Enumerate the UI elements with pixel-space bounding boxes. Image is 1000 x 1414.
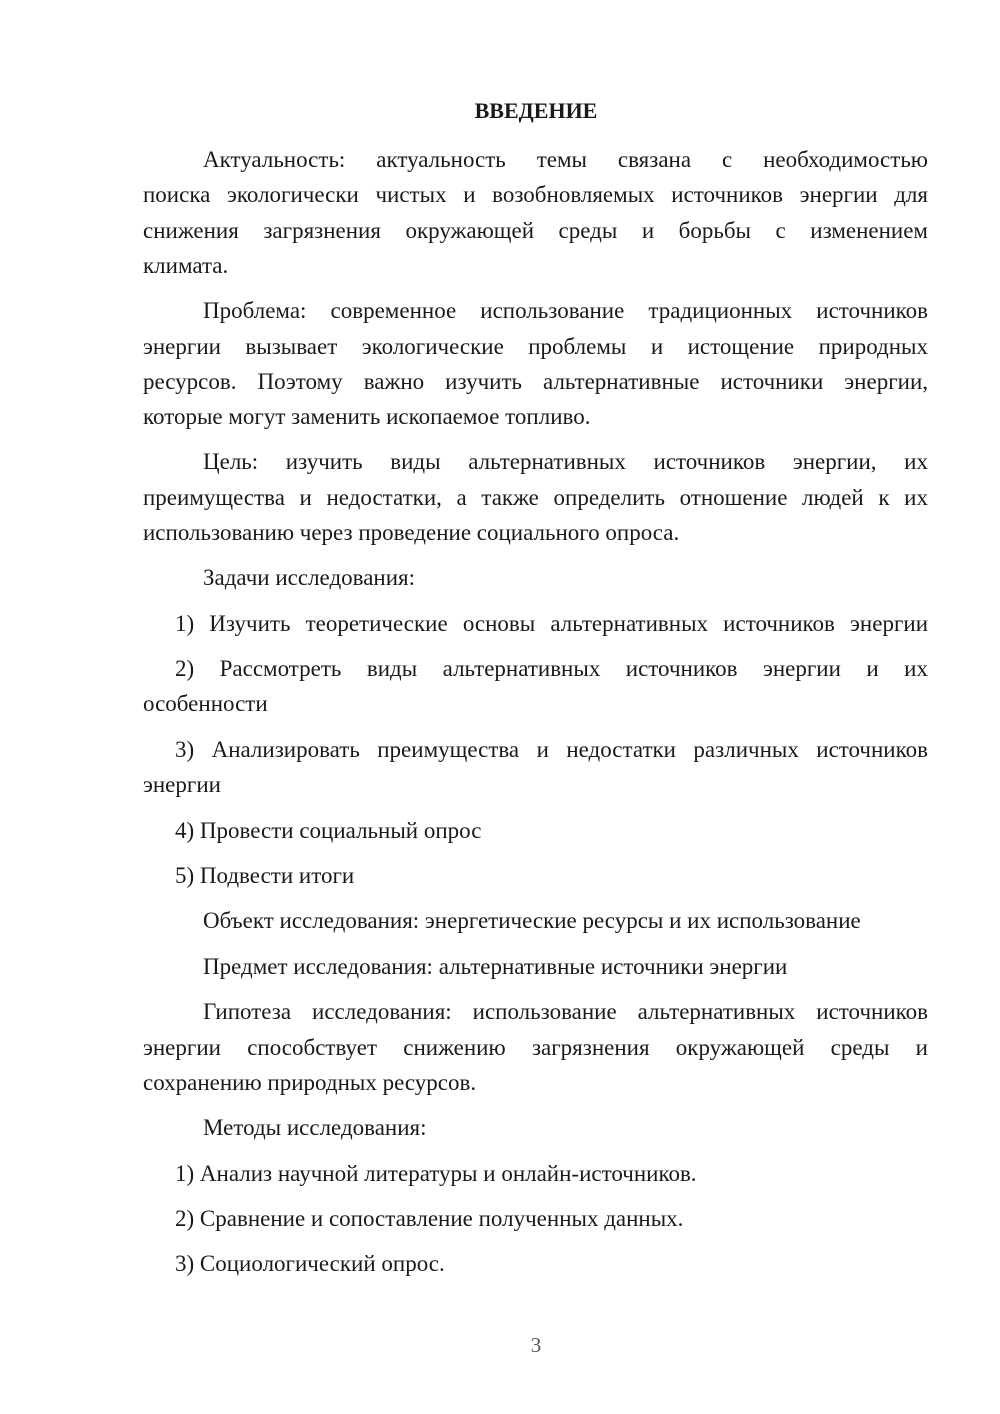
- paragraph-line: поиска экологически чистых и возобновляемых источников энергии для: [143, 182, 928, 207]
- paragraph-line: энергии вызывает экологические проблемы и истощение природных: [143, 334, 928, 359]
- list-item: 4) Провести социальный опрос: [175, 818, 482, 843]
- paragraph-line: ресурсов. Поэтому важно изучить альтернативные источники энергии,: [143, 369, 928, 394]
- page-number: 3: [530, 1333, 542, 1357]
- paragraph-line: снижения загрязнения окружающей среды и борьбы с изменением: [143, 218, 928, 243]
- tasks-heading: Задачи исследования:: [203, 565, 416, 590]
- paragraph-line: Проблема: современное использование традиционных источников: [203, 298, 928, 323]
- paragraph-line: Актуальность: актуальность темы связана с необходимостью: [203, 147, 928, 172]
- paragraph-line: климата.: [143, 253, 229, 278]
- list-item: 3) Социологический опрос.: [175, 1251, 445, 1276]
- list-item: 1) Анализ научной литературы и онлайн-источников.: [175, 1161, 697, 1186]
- list-item: 2) Сравнение и сопоставление полученных данных.: [175, 1206, 684, 1231]
- paragraph-line: использованию через проведение социального опроса.: [143, 520, 680, 545]
- research-subject: Предмет исследования: альтернативные источники энергии: [203, 954, 788, 979]
- paragraph-line: сохранению природных ресурсов.: [143, 1070, 477, 1095]
- paragraph-line: Цель: изучить виды альтернативных источников энергии, их: [203, 449, 928, 474]
- page-title: ВВЕДЕНИЕ: [474, 98, 598, 123]
- paragraph-line: преимущества и недостатки, а также определить отношение людей к их: [143, 485, 928, 510]
- list-item-continuation: энергии: [143, 772, 221, 797]
- research-object: Объект исследования: энергетические ресурсы и их использование: [203, 908, 861, 933]
- paragraph-line: которые могут заменить ископаемое топливо.: [143, 404, 591, 429]
- list-item: 2) Рассмотреть виды альтернативных источников энергии и их: [175, 656, 928, 681]
- list-item-continuation: особенности: [143, 691, 268, 716]
- list-item: 3) Анализировать преимущества и недостатки различных источников: [175, 737, 928, 762]
- paragraph-line: энергии способствует снижению загрязнения окружающей среды и: [143, 1035, 928, 1060]
- paragraph-line: Гипотеза исследования: использование альтернативных источников: [203, 999, 928, 1024]
- list-item: 1) Изучить теоретические основы альтернативных источников энергии: [175, 611, 928, 636]
- list-item: 5) Подвести итоги: [175, 863, 355, 888]
- methods-heading: Методы исследования:: [203, 1115, 427, 1140]
